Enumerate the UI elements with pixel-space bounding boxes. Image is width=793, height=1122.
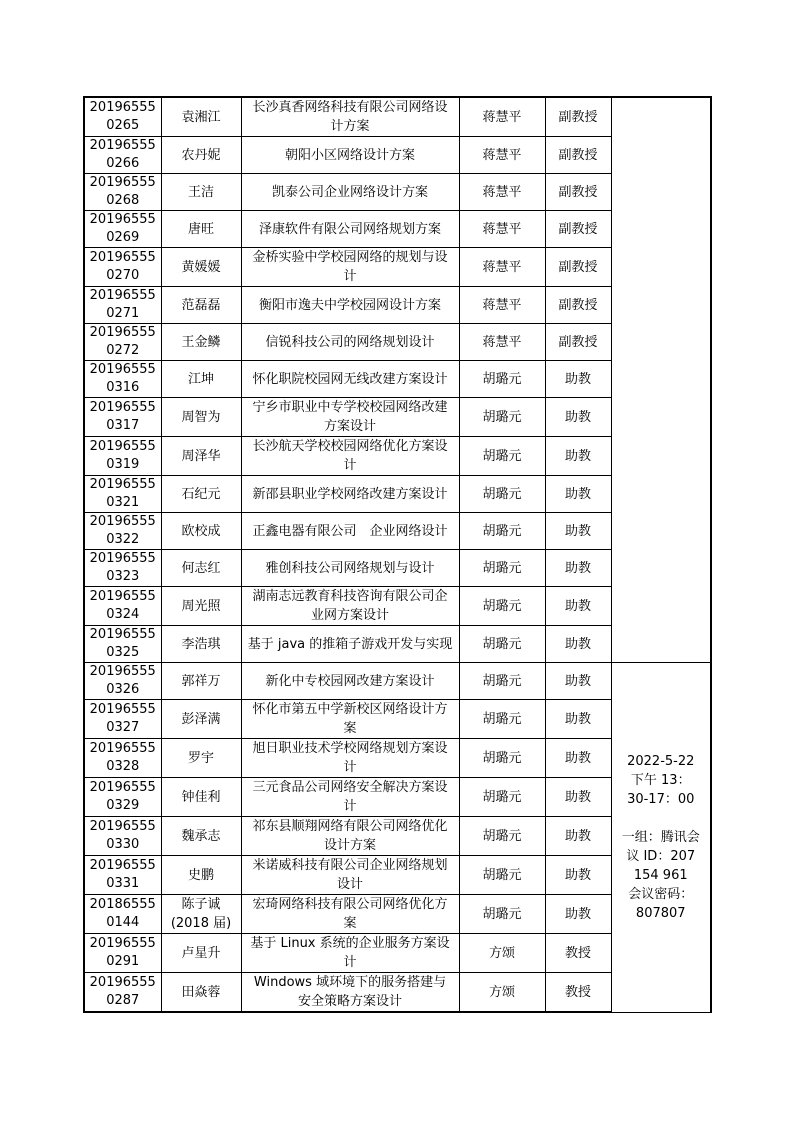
advisor-cell: 胡璐元 <box>459 856 545 895</box>
student-id-cell: 20196555 0317 <box>84 398 161 437</box>
student-id-cell: 20196555 0325 <box>84 626 161 663</box>
student-id-cell: 20196555 0316 <box>84 361 161 398</box>
advisor-title-cell: 副教授 <box>545 287 611 324</box>
advisor-title-cell: 助教 <box>545 700 611 739</box>
meeting-info-line2: 议 ID：207 <box>626 848 696 864</box>
advisor-cell: 胡璐元 <box>459 437 545 476</box>
student-name-cell: 周泽华 <box>161 437 241 476</box>
student-id-cell: 20196555 0326 <box>84 663 161 700</box>
student-id-cell: 20196555 0319 <box>84 437 161 476</box>
student-id-cell: 20196555 0272 <box>84 324 161 361</box>
advisor-cell: 胡璐元 <box>459 361 545 398</box>
advisor-title-cell: 助教 <box>545 361 611 398</box>
student-id-cell: 20196555 0270 <box>84 248 161 287</box>
advisor-title-cell: 副教授 <box>545 174 611 211</box>
student-id-cell: 20196555 0287 <box>84 973 161 1013</box>
student-id-cell: 20196555 0328 <box>84 739 161 778</box>
student-id-cell: 20196555 0321 <box>84 476 161 513</box>
student-name-cell: 袁湘江 <box>161 97 241 137</box>
defense-time-line1: 下午 13： <box>630 772 691 788</box>
advisor-cell: 胡璐元 <box>459 739 545 778</box>
advisor-cell: 方颂 <box>459 934 545 973</box>
student-name-cell: 李浩琪 <box>161 626 241 663</box>
topic-cell: Windows 域环境下的服务搭建与安全策略方案设计 <box>241 973 459 1013</box>
meeting-info-line3: 154 961 <box>633 867 688 883</box>
advisor-cell: 蒋慧平 <box>459 324 545 361</box>
topic-cell: 三元食品公司网络安全解决方案设计 <box>241 778 459 817</box>
advisor-title-cell: 助教 <box>545 626 611 663</box>
student-name-cell: 周光照 <box>161 587 241 626</box>
advisor-cell: 蒋慧平 <box>459 174 545 211</box>
student-id-cell: 20196555 0327 <box>84 700 161 739</box>
student-name-cell: 欧校成 <box>161 513 241 550</box>
student-name-cell: 陈子诚 (2018 届) <box>161 895 241 934</box>
topic-cell: 怀化市第五中学新校区网络设计方案 <box>241 700 459 739</box>
advisor-title-cell: 助教 <box>545 550 611 587</box>
student-id-cell: 20196555 0330 <box>84 817 161 856</box>
student-name-cell: 史鹏 <box>161 856 241 895</box>
defense-time-line2: 30-17：00 <box>627 791 695 807</box>
topic-cell: 凯泰公司企业网络设计方案 <box>241 174 459 211</box>
advisor-title-cell: 助教 <box>545 895 611 934</box>
topic-cell: 基于 java 的推箱子游戏开发与实现 <box>241 626 459 663</box>
advisor-cell: 蒋慧平 <box>459 287 545 324</box>
advisor-cell: 方颂 <box>459 973 545 1013</box>
advisor-title-cell: 副教授 <box>545 248 611 287</box>
schedule-cell <box>611 663 711 1013</box>
advisor-cell: 胡璐元 <box>459 476 545 513</box>
student-id-cell: 20196555 0329 <box>84 778 161 817</box>
student-name-cell: 黄媛媛 <box>161 248 241 287</box>
student-name-cell: 罗宇 <box>161 739 241 778</box>
meeting-info-line1: 一组：腾讯会 <box>621 829 700 845</box>
advisor-cell: 胡璐元 <box>459 398 545 437</box>
student-name-cell: 周智为 <box>161 398 241 437</box>
advisor-cell: 胡璐元 <box>459 700 545 739</box>
defense-date: 2022-5-22 <box>627 753 695 769</box>
topic-cell: 宏琦网络科技有限公司网络优化方案 <box>241 895 459 934</box>
topic-cell: 长沙真香网络科技有限公司网络设计方案 <box>241 97 459 137</box>
topic-cell: 信锐科技公司的网络规划设计 <box>241 324 459 361</box>
topic-cell: 怀化职院校园网无线改建方案设计 <box>241 361 459 398</box>
student-id-cell: 20196555 0331 <box>84 856 161 895</box>
advisor-cell: 胡璐元 <box>459 626 545 663</box>
student-name-cell: 何志红 <box>161 550 241 587</box>
advisor-title-cell: 助教 <box>545 476 611 513</box>
advisor-title-cell: 助教 <box>545 856 611 895</box>
student-id-cell: 20196555 0271 <box>84 287 161 324</box>
meeting-info-line4: 会议密码： <box>628 886 694 902</box>
topic-cell: 长沙航天学校校园网络优化方案设计 <box>241 437 459 476</box>
advisor-title-cell: 助教 <box>545 817 611 856</box>
advisor-title-cell: 助教 <box>545 513 611 550</box>
topic-cell: 雅创科技公司网络规划与设计 <box>241 550 459 587</box>
topic-cell: 湖南志远教育科技咨询有限公司企业网方案设计 <box>241 587 459 626</box>
student-name-cell: 唐旺 <box>161 211 241 248</box>
topic-cell: 金桥实验中学校园网络的规划与设计 <box>241 248 459 287</box>
advisor-title-cell: 助教 <box>545 398 611 437</box>
topic-cell: 旭日职业技术学校网络规划方案设计 <box>241 739 459 778</box>
topic-cell: 泽康软件有限公司网络规划方案 <box>241 211 459 248</box>
student-id-cell: 20186555 0144 <box>84 895 161 934</box>
advisor-cell: 胡璐元 <box>459 895 545 934</box>
student-name-cell: 郭祥万 <box>161 663 241 700</box>
topic-cell: 新邵县职业学校网络改建方案设计 <box>241 476 459 513</box>
topic-cell: 米诺威科技有限公司企业网络规划设计 <box>241 856 459 895</box>
advisor-title-cell: 助教 <box>545 778 611 817</box>
advisor-cell: 胡璐元 <box>459 587 545 626</box>
advisor-title-cell: 助教 <box>545 587 611 626</box>
topic-cell: 正鑫电器有限公司 企业网络设计 <box>241 513 459 550</box>
advisor-title-cell: 教授 <box>545 934 611 973</box>
student-id-cell: 20196555 0266 <box>84 137 161 174</box>
spacer <box>614 809 709 828</box>
student-id-cell: 20196555 0269 <box>84 211 161 248</box>
topic-cell: 祁东县顺翔网络有限公司网络优化设计方案 <box>241 817 459 856</box>
table-row <box>84 663 711 700</box>
student-name-cell: 卢星升 <box>161 934 241 973</box>
advisor-cell: 胡璐元 <box>459 817 545 856</box>
topic-cell: 衡阳市逸夫中学校园网设计方案 <box>241 287 459 324</box>
advisor-title-cell: 助教 <box>545 663 611 700</box>
advisor-title-cell: 副教授 <box>545 137 611 174</box>
schedule-cell-empty <box>611 97 711 663</box>
student-id-cell: 20196555 0265 <box>84 97 161 137</box>
student-name-cell: 农丹妮 <box>161 137 241 174</box>
student-name-cell: 石纪元 <box>161 476 241 513</box>
defense-schedule-table <box>83 96 712 1013</box>
student-name-cell: 江坤 <box>161 361 241 398</box>
advisor-cell: 蒋慧平 <box>459 211 545 248</box>
student-name-cell: 彭泽满 <box>161 700 241 739</box>
student-id-cell: 20196555 0291 <box>84 934 161 973</box>
topic-cell: 基于 Linux 系统的企业服务方案设计 <box>241 934 459 973</box>
table-row <box>84 97 711 137</box>
topic-cell: 宁乡市职业中专学校校园网络改建方案设计 <box>241 398 459 437</box>
student-name-cell: 范磊磊 <box>161 287 241 324</box>
student-id-cell: 20196555 0324 <box>84 587 161 626</box>
student-name-cell: 王金鳞 <box>161 324 241 361</box>
advisor-cell: 蒋慧平 <box>459 97 545 137</box>
student-name-cell: 钟佳利 <box>161 778 241 817</box>
advisor-cell: 胡璐元 <box>459 778 545 817</box>
advisor-cell: 胡璐元 <box>459 550 545 587</box>
advisor-title-cell: 助教 <box>545 437 611 476</box>
topic-cell: 朝阳小区网络设计方案 <box>241 137 459 174</box>
meeting-info-line5: 807807 <box>635 905 686 921</box>
student-name-cell: 王洁 <box>161 174 241 211</box>
student-id-cell: 20196555 0323 <box>84 550 161 587</box>
topic-cell: 新化中专校园网改建方案设计 <box>241 663 459 700</box>
advisor-title-cell: 副教授 <box>545 324 611 361</box>
advisor-title-cell: 副教授 <box>545 211 611 248</box>
advisor-title-cell: 教授 <box>545 973 611 1013</box>
advisor-title-cell: 助教 <box>545 739 611 778</box>
student-name-cell: 魏承志 <box>161 817 241 856</box>
advisor-cell: 蒋慧平 <box>459 137 545 174</box>
advisor-cell: 蒋慧平 <box>459 248 545 287</box>
student-name-cell: 田焱蓉 <box>161 973 241 1013</box>
advisor-title-cell: 副教授 <box>545 97 611 137</box>
advisor-cell: 胡璐元 <box>459 663 545 700</box>
student-id-cell: 20196555 0322 <box>84 513 161 550</box>
advisor-cell: 胡璐元 <box>459 513 545 550</box>
student-id-cell: 20196555 0268 <box>84 174 161 211</box>
